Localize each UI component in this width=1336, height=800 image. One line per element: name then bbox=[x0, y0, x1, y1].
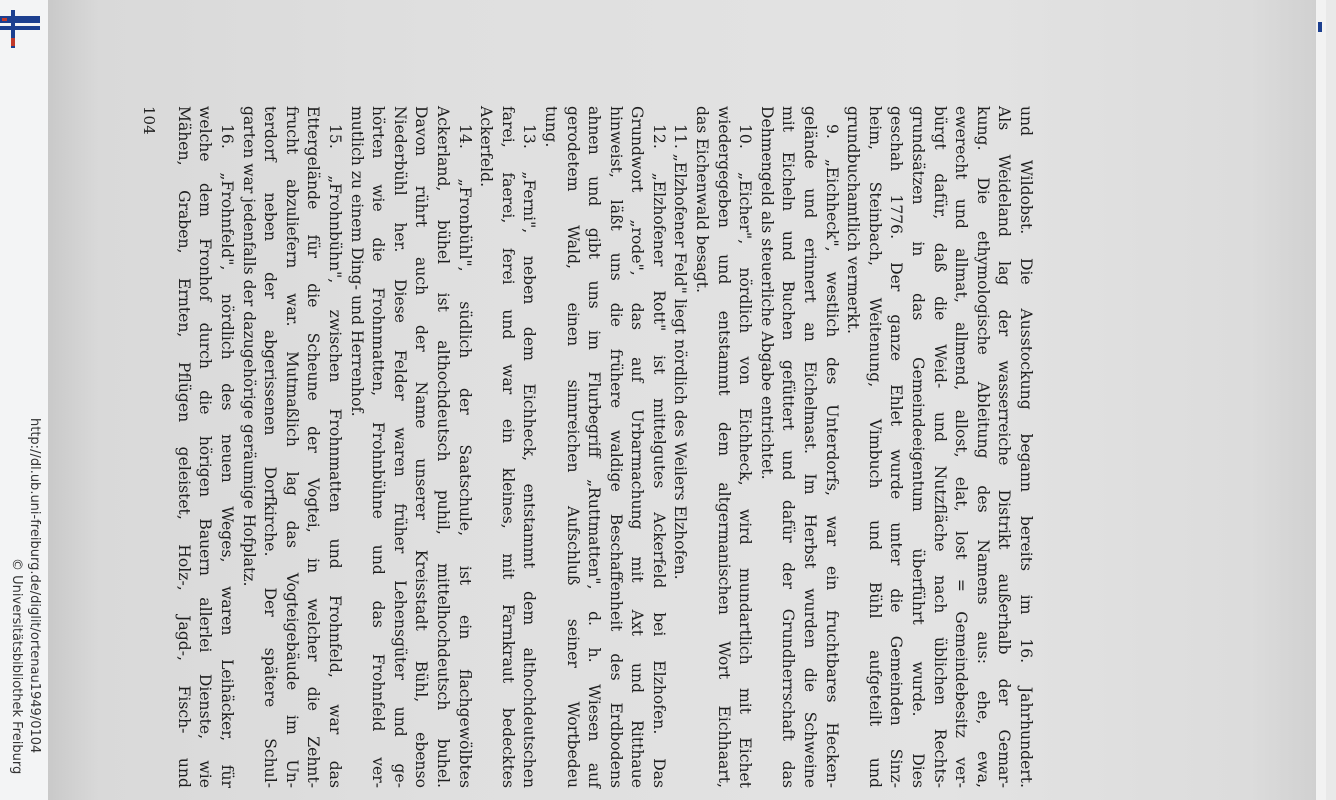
text-line: tung. bbox=[541, 106, 560, 148]
page-text bbox=[140, 106, 1036, 788]
text-line: 15. „Frohnbühn", zwischen Frohnmatten und Frohnfeld, war das bbox=[326, 124, 344, 788]
text-line: bürgt dafür, daß die Weid- und Nutzfläche nach üblichen Rechts- bbox=[930, 106, 949, 788]
text-line: ahnen und gibt uns im Flurbegriff „Ruttmatten", d. h. Wiesen auf bbox=[585, 106, 604, 788]
text-line: Davon rührt auch der Name unserer Kreisstadt Bühl, ebenso bbox=[412, 106, 431, 788]
text-line: wiedergegeben und entstammt dem altgermanischen Wort Eichhaart, bbox=[714, 106, 733, 788]
text-line: 14. „Fronbühl", südlich der Saatschule, ist ein flachgewölbtes bbox=[455, 124, 474, 788]
text-line: Grundwort „rode", das auf Urbarmachung mit Axt und Ritthaue bbox=[628, 106, 647, 788]
text-line: frucht abzuliefern war. Mutmaßlich lag das Vogteigebäude im Un- bbox=[282, 106, 301, 788]
text-line: und Wildobst. Die Ausstockung begann bereits im 16. Jahrhundert. bbox=[1017, 106, 1035, 788]
text-line: Mähen, Graben, Ernten, Pflügen geleistet, Holz-, Jagd-, Fisch- und bbox=[174, 106, 193, 788]
text-line: grundbuchamtlich vermerkt. bbox=[844, 106, 863, 334]
text-line: grundsätzen in das Gemeindeeigentum überführt wurde. Dies bbox=[909, 106, 928, 788]
text-line: Ettergelände für die Scheune der Vogtei, in welcher die Zehnt- bbox=[304, 106, 323, 788]
text-line: 16. „Frohnfeld", nördlich des neuen Weges, waren Leihäcker, für bbox=[218, 124, 237, 788]
text-line: garten war jedenfalls der dazugehörige geräumige Hofplatz. bbox=[239, 106, 258, 587]
text-line: Dehmengeld als steuerliche Abgabe entrichtet. bbox=[757, 106, 776, 480]
text-line: gelände und erinnert an Eichelmast. Im Herbst wurden die Schweine bbox=[801, 106, 820, 788]
text-line: das Eichenwald besagt. bbox=[693, 106, 712, 293]
scroll-position-indicator[interactable] bbox=[1318, 22, 1322, 32]
text-line: Niederbühl her. Diese Felder waren früher Lehensgüter und ge- bbox=[390, 106, 409, 788]
text-line: Als Weideland lag der wasserreiche Distrikt außerhalb der Gemar- bbox=[995, 106, 1014, 788]
viewer-sidebar bbox=[0, 0, 49, 800]
source-url[interactable]: http://dl.ub.uni-freiburg.de/diglit/ortenau1949/0104 bbox=[27, 418, 42, 754]
text-line: mit Eicheln und Buchen gefüttert und dafür der Grundherrschaft das bbox=[779, 106, 798, 788]
text-line: 9. „Eichheck", westlich des Unterdorfs, war ein fruchtbares Hecken- bbox=[822, 124, 841, 788]
text-line: heim, Steinbach, Weitenung, Vimbuch und Bühl aufgeteilt und bbox=[865, 106, 884, 788]
text-line: kung. Die ethymologische Ableitung des Namens aus: ehe, ewa, bbox=[973, 106, 992, 788]
text-line: 10. „Eicher", nördlich von Eichheck, wird mundartlich mit Eichet bbox=[736, 124, 755, 788]
text-line: hörten wie die Frohnmatten, Frohnbühne und das Frohnfeld ver- bbox=[369, 106, 388, 788]
text-line: hinweist, läßt uns die frühere waldige Beschaffenheit des Erdbodens bbox=[606, 106, 625, 788]
text-line: Ackerfeld. bbox=[477, 106, 496, 188]
text-line: mutlich zu einem Ding- und Herrenhof. bbox=[347, 106, 366, 417]
text-line: 13. „Ferni", neben dem Eichheck, entstammt dem althochdeutschen bbox=[520, 124, 539, 788]
text-line: Ackerland, bühel ist althochdeutsch puhil, mittelhochdeutsch buhel. bbox=[433, 106, 452, 788]
page-number: 104 bbox=[140, 106, 158, 135]
text-line: 12. „Elzhofener Rott" ist mittelgutes Ackerfeld bei Elzhofen. Das bbox=[649, 124, 668, 788]
text-line: terdorf neben der abgerissenen Dorfkirche. Der spätere Schul- bbox=[261, 106, 280, 788]
text-line: gerodetem Wald, einen sinnreichen Aufschluß seiner Wortbedeu bbox=[563, 106, 582, 788]
right-scrollbar[interactable] bbox=[1315, 0, 1326, 800]
university-logo-icon[interactable] bbox=[0, 8, 44, 52]
text-line: 11. „Elzhofener Feld" liegt nördlich des Weilers Elzhofen. bbox=[671, 124, 690, 580]
text-line: welche dem Fronhof durch die hörigen Bauern allerlei Dienste, wie bbox=[196, 106, 215, 788]
text-line: geschah 1776. Der ganze Ehlet wurde unter die Gemeinden Sinz- bbox=[887, 106, 906, 788]
text-line: farei, faerei, ferei und war ein kleines, mit Farnkraut bedecktes bbox=[498, 106, 517, 788]
text-line: ewerecht und allmat, allmend, allost, elat, lost = Gemeindebesitz ver- bbox=[952, 106, 971, 788]
credit-block bbox=[2, 410, 46, 800]
copyright-notice: © Universitätsbibliothek Freiburg bbox=[9, 558, 24, 775]
